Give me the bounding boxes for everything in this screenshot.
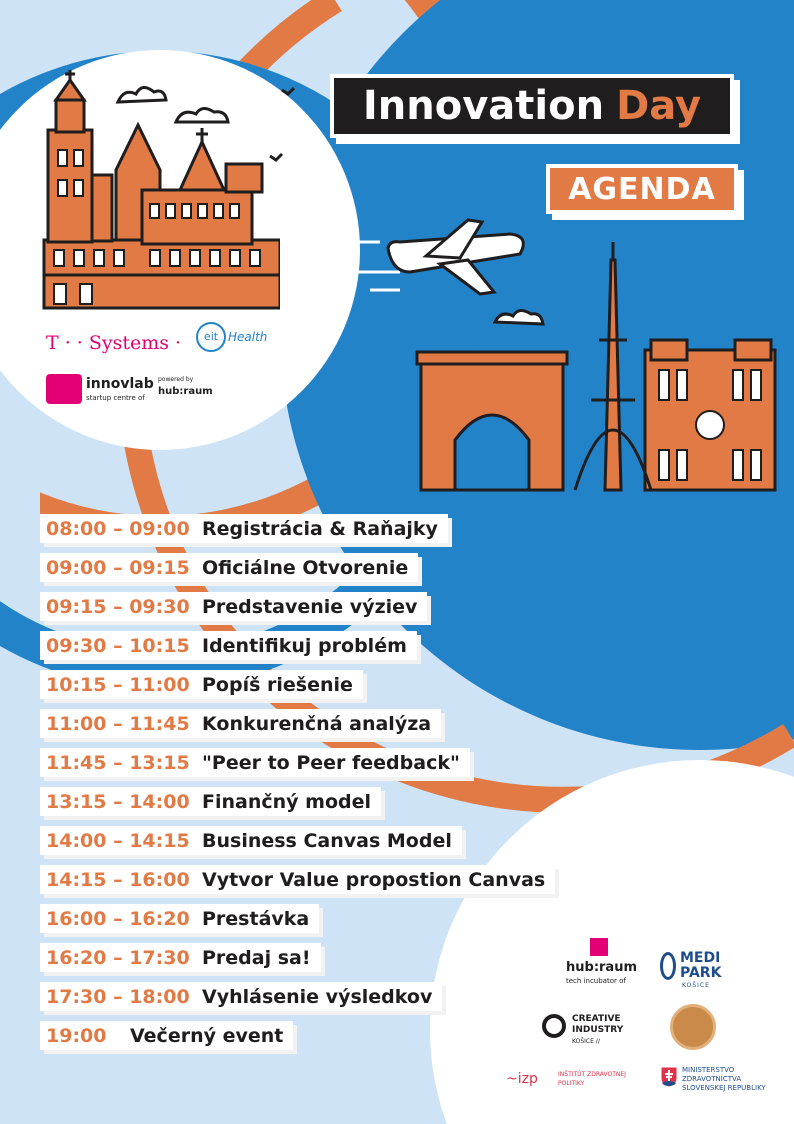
schedule-time: 16:20 – 17:30 [46, 946, 190, 969]
schedule-activity: "Peer to Peer feedback" [202, 751, 460, 774]
innovlab-subtitle: startup centre of [86, 394, 145, 402]
title-banner [330, 74, 734, 138]
schedule-row [40, 787, 381, 816]
t-systems-logo: T · · Systems · [46, 332, 182, 354]
eit-logo: eit [196, 322, 226, 352]
schedule-row [40, 631, 417, 660]
paris-landmarks-illustration [415, 240, 785, 505]
ministry-line-2: ZDRAVOTNÍCTVA [682, 1075, 742, 1083]
schedule-activity: Vytvor Value propostion Canvas [202, 868, 546, 891]
schedule-time: 09:00 – 09:15 [46, 556, 190, 579]
schedule-time: 19:00 [46, 1024, 107, 1047]
schedule-time: 11:45 – 13:15 [46, 751, 190, 774]
schedule-time: 17:30 – 18:00 [46, 985, 190, 1008]
schedule-row [40, 709, 441, 738]
izp-description [558, 1070, 626, 1088]
schedule-activity: Predaj sa! [202, 946, 311, 969]
schedule-time: 16:00 – 16:20 [46, 907, 190, 930]
schedule-activity: Finančný model [202, 790, 372, 813]
slovak-coat-of-arms-icon [660, 1066, 678, 1088]
schedule-time: 14:15 – 16:00 [46, 868, 190, 891]
powered-by-text: powered by [158, 376, 194, 383]
creative-line-1: CREATIVE [572, 1014, 621, 1024]
innovlab-icon [46, 374, 82, 404]
schedule-row [40, 670, 363, 699]
hubraum-small-logo: hub:raum [158, 386, 213, 397]
ministry-line-1: MINISTERSTVO [682, 1066, 735, 1074]
schedule-activity: Konkurenčná analýza [202, 712, 432, 735]
schedule-row [40, 865, 555, 894]
schedule-row [40, 1021, 293, 1050]
university-seal [670, 1004, 716, 1050]
title-accent: Day [616, 83, 702, 129]
ministry-line-3: SLOVENSKEJ REPUBLIKY [682, 1084, 766, 1092]
schedule-activity: Oficiálne Otvorenie [202, 556, 409, 579]
title-main: Innovation [362, 83, 605, 129]
hubraum-icon [590, 938, 608, 956]
schedule-row [40, 514, 448, 543]
creative-industry-logo [572, 1014, 623, 1047]
schedule-activity: Predstavenie výziev [202, 595, 418, 618]
schedule-time: 10:15 – 11:00 [46, 673, 190, 696]
medipark-line-1: MEDI [680, 950, 721, 966]
schedule-time: 09:30 – 10:15 [46, 634, 190, 657]
ministry-logo [682, 1066, 766, 1093]
schedule-activity: Prestávka [202, 907, 310, 930]
medipark-logo [680, 951, 721, 981]
medipark-icon [660, 952, 676, 980]
izp-logo-text: izp [517, 1071, 538, 1087]
health-logo-text: Health [228, 330, 268, 344]
schedule-row [40, 904, 319, 933]
izp-logo [506, 1071, 538, 1087]
schedule-row [40, 553, 418, 582]
schedule-activity: Popíš riešenie [202, 673, 353, 696]
pulse-icon: ~ [506, 1071, 518, 1087]
innovlab-logo: innovlab [86, 376, 154, 392]
schedule-activity: Vyhlásenie výsledkov [202, 985, 433, 1008]
medipark-line-2: PARK [680, 965, 722, 981]
schedule-time: 14:00 – 14:15 [46, 829, 190, 852]
schedule-activity: Identifikuj problém [202, 634, 407, 657]
medipark-city: KOŠICE [682, 982, 710, 989]
cloud-icon [110, 80, 310, 170]
creative-city: KOŠICE // [572, 1038, 600, 1045]
schedule-activity: Večerný event [130, 1024, 284, 1047]
schedule-activity: Registrácia & Raňajky [202, 517, 438, 540]
agenda-banner [546, 164, 738, 214]
schedule-activity: Business Canvas Model [202, 829, 452, 852]
schedule-row [40, 982, 442, 1011]
hubraum-logo: hub:raum [566, 960, 637, 975]
schedule-row [40, 748, 470, 777]
creative-line-2: INDUSTRY [572, 1025, 624, 1035]
hubraum-subtitle: tech incubator of [566, 977, 626, 985]
schedule-row [40, 826, 462, 855]
schedule-time: 13:15 – 14:00 [46, 790, 190, 813]
agenda-schedule [40, 514, 555, 1060]
schedule-time: 08:00 – 09:00 [46, 517, 190, 540]
schedule-time: 11:00 – 11:45 [46, 712, 190, 735]
schedule-row [40, 592, 427, 621]
izp-desc-line-1: INŠTITÚT ZDRAVOTNEJ [558, 1071, 626, 1078]
izp-desc-line-2: POLITIKY [558, 1080, 585, 1087]
schedule-time: 09:15 – 09:30 [46, 595, 190, 618]
agenda-label: AGENDA [568, 171, 716, 207]
schedule-row [40, 943, 321, 972]
creative-industry-icon [542, 1014, 566, 1038]
